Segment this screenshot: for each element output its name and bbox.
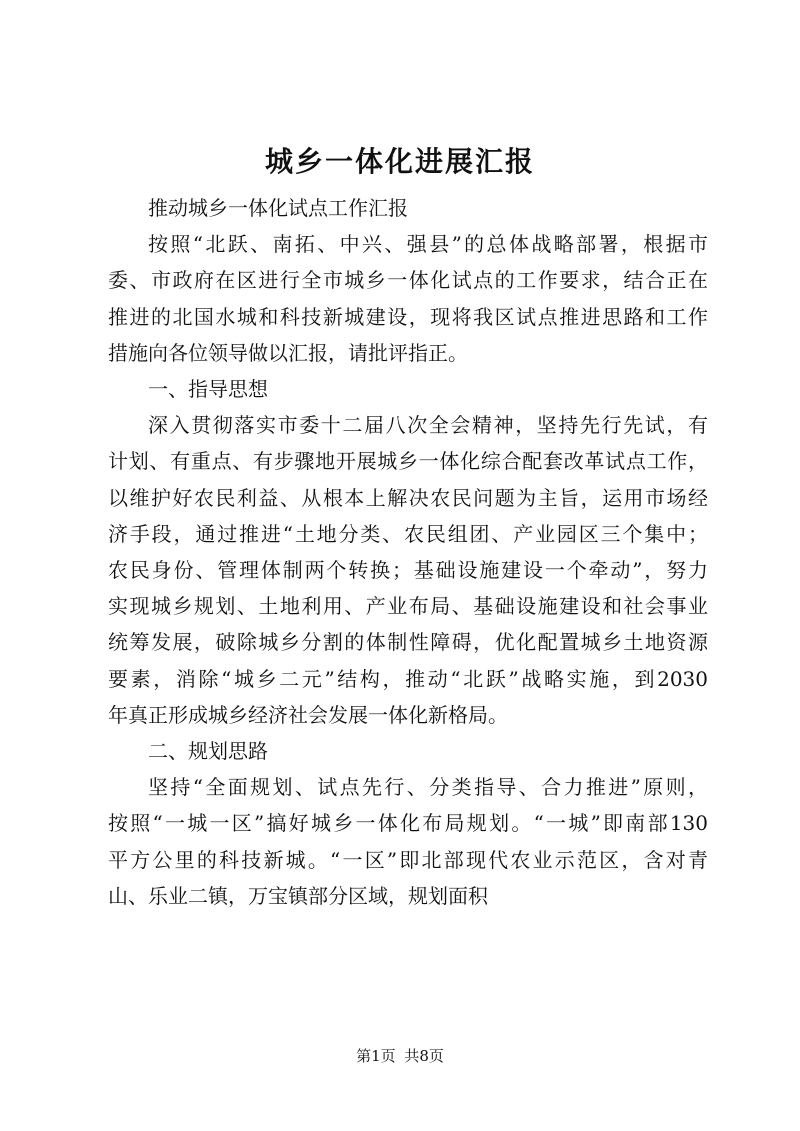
paragraph-line: 以维护好农民利益、从根本上解决农民问题为主旨，运用市场经 <box>108 485 708 510</box>
paragraph-line: 深入贯彻落实市委十二届八次全会精神，坚持先行先试，有 <box>148 413 708 438</box>
paragraph-line: 措施向各位领导做以汇报，请批评指正。 <box>108 340 468 365</box>
document-body <box>108 190 708 914</box>
paragraph-line: 年真正形成城乡经济社会发展一体化新格局。 <box>108 702 508 727</box>
section-heading: 一、指导思想 <box>148 377 268 402</box>
page-total: 共8页 <box>404 1047 444 1065</box>
paragraph-line: 山、乐业二镇，万宝镇部分区域，规划面积 <box>108 883 488 908</box>
paragraph-line: 坚持“全面规划、试点先行、分类指导、合力推进”原则， <box>148 775 708 800</box>
paragraph-line: 农民身份、管理体制两个转换；基础设施建设一个牵动”，努力 <box>108 558 708 583</box>
paragraph-line: 济手段，通过推进“土地分类、农民组团、产业园区三个集中； <box>108 521 708 546</box>
section-heading: 二、规划思路 <box>148 739 268 764</box>
document-title: 城乡一体化进展汇报 <box>264 145 535 178</box>
paragraph-line: 计划、有重点、有步骤地开展城乡一体化综合配套改革试点工作， <box>108 449 708 474</box>
paragraph-line: 要素，消除“城乡二元”结构，推动“北跃”战略实施，到2030 <box>108 666 708 691</box>
paragraph-line: 推进的北国水城和科技新城建设，现将我区试点推进思路和工作 <box>108 304 708 329</box>
paragraph-line: 委、市政府在区进行全市城乡一体化试点的工作要求，结合正在 <box>108 268 708 293</box>
page-number: 第1页 <box>356 1047 396 1065</box>
paragraph-line: 按照“北跃、南拓、中兴、强县”的总体战略部署，根据市 <box>148 232 708 257</box>
paragraph-line: 统筹发展，破除城乡分割的体制性障碍，优化配置城乡土地资源 <box>108 630 708 655</box>
paragraph-line: 平方公里的科技新城。“一区”即北部现代农业示范区，含对青 <box>108 847 708 872</box>
page-footer <box>0 1046 800 1066</box>
paragraph-line: 按照“一城一区”搞好城乡一体化布局规划。“一城”即南部130 <box>108 811 708 836</box>
subtitle-line: 推动城乡一体化试点工作汇报 <box>148 196 408 220</box>
paragraph-line: 实现城乡规划、土地利用、产业布局、基础设施建设和社会事业 <box>108 594 708 619</box>
